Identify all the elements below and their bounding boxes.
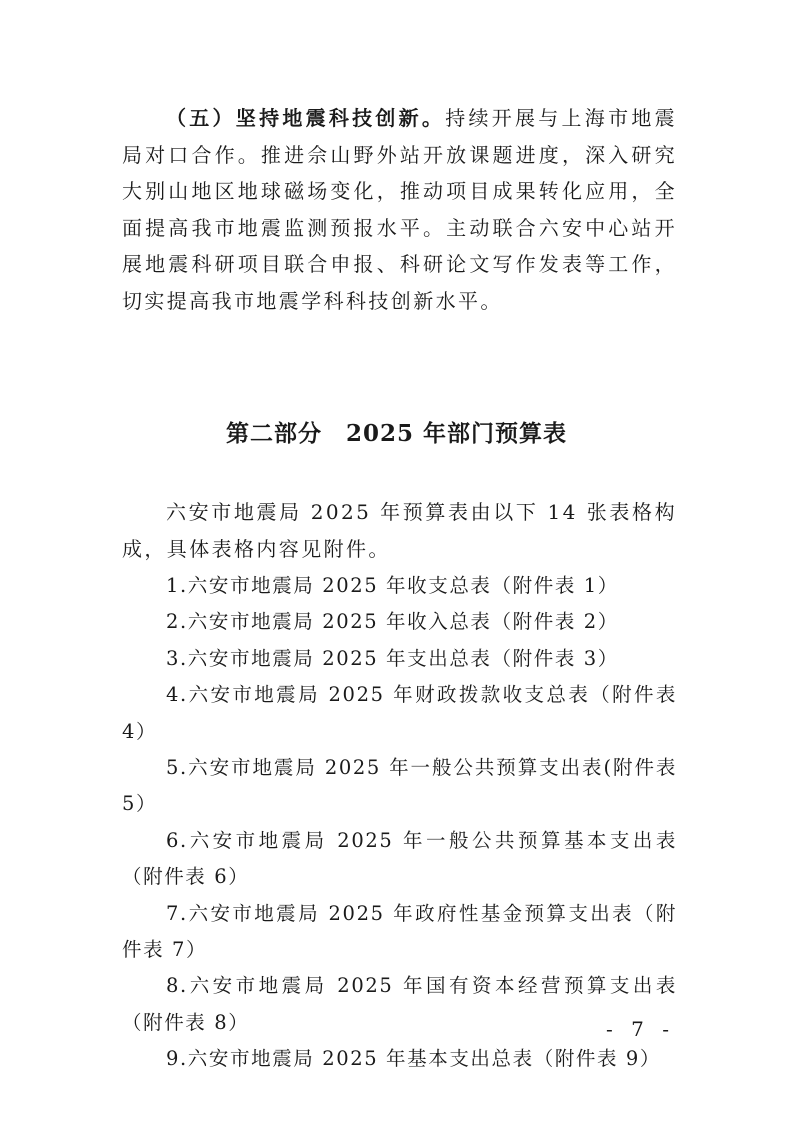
list-item: 5.六安市地震局 2025 年一般公共预算支出表(附件表 5） [122, 756, 677, 816]
list-item: 6.六安市地震局 2025 年一般公共预算基本支出表（附件表 6） [122, 828, 677, 889]
budget-table-list [122, 568, 677, 1078]
list-item: 1.六安市地震局 2025 年收支总表（附件表 1） [166, 574, 619, 597]
list-item: 9.六安市地震局 2025 年基本支出总表（附件表 9） [166, 1047, 662, 1071]
section-five-paragraph [122, 100, 677, 320]
list-item: 3.六安市地震局 2025 年支出总表（附件表 3） [166, 646, 619, 670]
section-five-lead: （五）坚持地震科技创新。 [166, 106, 446, 130]
part-two-heading: 第二部分 2025 年部门预算表 [225, 420, 568, 447]
section-five-body: 持续开展与上海市地震局对口合作。推进佘山野外站开放课题进度，深入研究大别山地区地球磁场变化，推动项目成果转化应用，全面提高我市地震监测预报水平。主动联合六安中心站开展地震科研项目联合申报、科研论文写作发表等工作，切实提高我市地震学科科技创新水平。 [122, 106, 677, 313]
list-item: 2.六安市地震局 2025 年收入总表（附件表 2） [166, 610, 619, 634]
part-two-intro: 六安市地震局 2025 年预算表由以下 14 张表格构成，具体表格内容见附件。 [122, 500, 677, 561]
list-item: 8.六安市地震局 2025 年国有资本经营预算支出表（附件表 8） [122, 974, 677, 1034]
list-item: 4.六安市地震局 2025 年财政拨款收支总表（附件表 4） [122, 683, 677, 743]
page-number: - 7 - [606, 1017, 675, 1041]
list-item: 7.六安市地震局 2025 年政府性基金预算支出表（附件表 7） [122, 901, 677, 962]
